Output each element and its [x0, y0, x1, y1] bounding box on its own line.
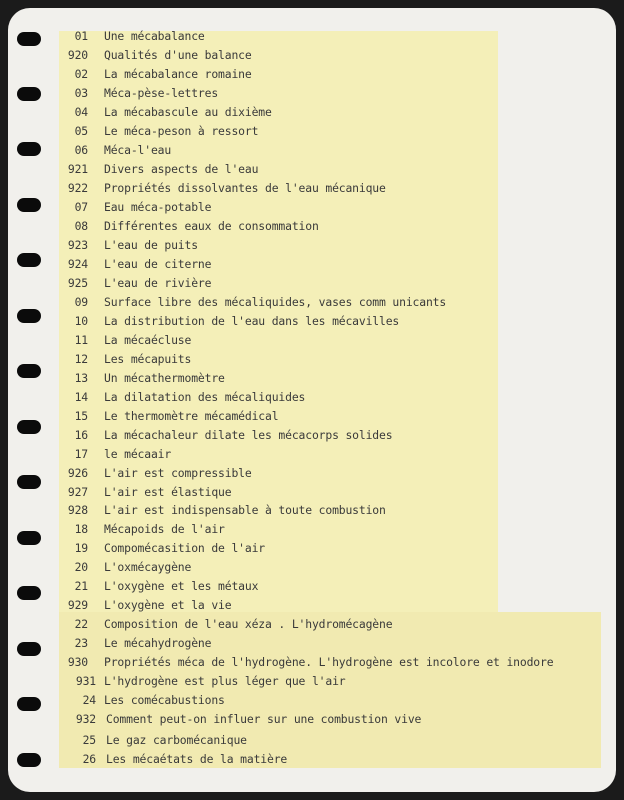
item-title: Propriétés méca de l'hydrogène. L'hydrogène est incolore et inodore	[104, 655, 554, 669]
item-number: 24	[82, 693, 96, 707]
item-number: 923	[67, 238, 88, 252]
item-title: Le thermomètre mécamédical	[104, 409, 279, 423]
item-number: 16	[74, 428, 88, 442]
item-title: Mécapoids de l'air	[104, 522, 225, 536]
item-number: 13	[74, 371, 88, 385]
item-title: La dilatation des mécaliquides	[104, 390, 306, 404]
item-title: Une mécabalance	[104, 29, 205, 43]
item-number: 925	[67, 276, 88, 290]
item-number: 05	[74, 124, 88, 138]
item-number: 23	[74, 636, 88, 650]
item-number: 11	[74, 333, 88, 347]
item-number: 02	[74, 67, 88, 81]
item-title: L'eau de citerne	[104, 257, 212, 271]
item-title: Surface libre des mécaliquides, vases comm unicants	[104, 295, 447, 309]
item-title: L'air est compressible	[104, 466, 252, 480]
item-title: L'oxmécaygène	[104, 560, 192, 574]
item-title: Comment peut-on influer sur une combustion vive	[106, 712, 422, 726]
item-title: Les mécaétats de la matière	[106, 752, 288, 766]
item-title: L'air est élastique	[104, 485, 232, 499]
item-number: 22	[74, 617, 88, 631]
item-title: L'hydrogène est plus léger que l'air	[104, 674, 346, 688]
item-number: 03	[74, 86, 88, 100]
item-number: 926	[67, 466, 88, 480]
item-title: Divers aspects de l'eau	[104, 162, 259, 176]
item-number: 25	[82, 733, 96, 747]
item-number: 931	[75, 674, 96, 688]
item-number: 921	[67, 162, 88, 176]
item-number: 15	[74, 409, 88, 423]
item-title: le mécaair	[104, 447, 172, 461]
item-number: 932	[75, 712, 96, 726]
item-number: 26	[82, 752, 96, 766]
item-number: 12	[74, 352, 88, 366]
item-title: Le gaz carbomécanique	[106, 733, 247, 747]
item-title: Qualités d'une balance	[104, 48, 252, 62]
item-number: 06	[74, 143, 88, 157]
item-title: La mécachaleur dilate les mécacorps solides	[104, 428, 393, 442]
item-title: Méca-l'eau	[104, 143, 172, 157]
item-number: 10	[74, 314, 88, 328]
item-title: Méca-pèse-lettres	[104, 86, 219, 100]
item-title: Différentes eaux de consommation	[104, 219, 319, 233]
item-title: Propriétés dissolvantes de l'eau mécanique	[104, 181, 386, 195]
item-number: 21	[74, 579, 88, 593]
item-number: 920	[67, 48, 88, 62]
item-number: 929	[67, 598, 88, 612]
item-number: 18	[74, 522, 88, 536]
item-number: 07	[74, 200, 88, 214]
item-number: 19	[74, 541, 88, 555]
item-number: 04	[74, 105, 88, 119]
item-title: L'eau de rivière	[104, 276, 212, 290]
item-title: L'oxygène et les métaux	[104, 579, 259, 593]
item-number: 09	[74, 295, 88, 309]
item-number: 14	[74, 390, 88, 404]
item-title: L'oxygène et la vie	[104, 598, 232, 612]
item-number: 08	[74, 219, 88, 233]
item-title: La mécabascule au dixième	[104, 105, 272, 119]
item-title: Eau méca-potable	[104, 200, 212, 214]
item-number: 927	[67, 485, 88, 499]
item-number: 20	[74, 560, 88, 574]
item-title: Les mécapuits	[104, 352, 192, 366]
item-title: Le mécahydrogène	[104, 636, 212, 650]
item-number: 930	[67, 655, 88, 669]
item-number: 928	[67, 503, 88, 517]
item-title: Les comécabustions	[104, 693, 225, 707]
item-title: L'air est indispensable à toute combustion	[104, 503, 386, 517]
item-title: Compomécasition de l'air	[104, 541, 265, 555]
item-title: La distribution de l'eau dans les mécavilles	[104, 314, 400, 328]
item-title: Le méca-peson à ressort	[104, 124, 259, 138]
item-title: L'eau de puits	[104, 238, 198, 252]
item-title: Composition de l'eau xéza . L'hydromécagène	[104, 617, 393, 631]
item-number: 01	[74, 29, 88, 43]
item-title: La mécaécluse	[104, 333, 192, 347]
item-title: Un mécathermomètre	[104, 371, 225, 385]
item-title: La mécabalance romaine	[104, 67, 252, 81]
item-number: 922	[67, 181, 88, 195]
item-number: 17	[74, 447, 88, 461]
item-number: 924	[67, 257, 88, 271]
